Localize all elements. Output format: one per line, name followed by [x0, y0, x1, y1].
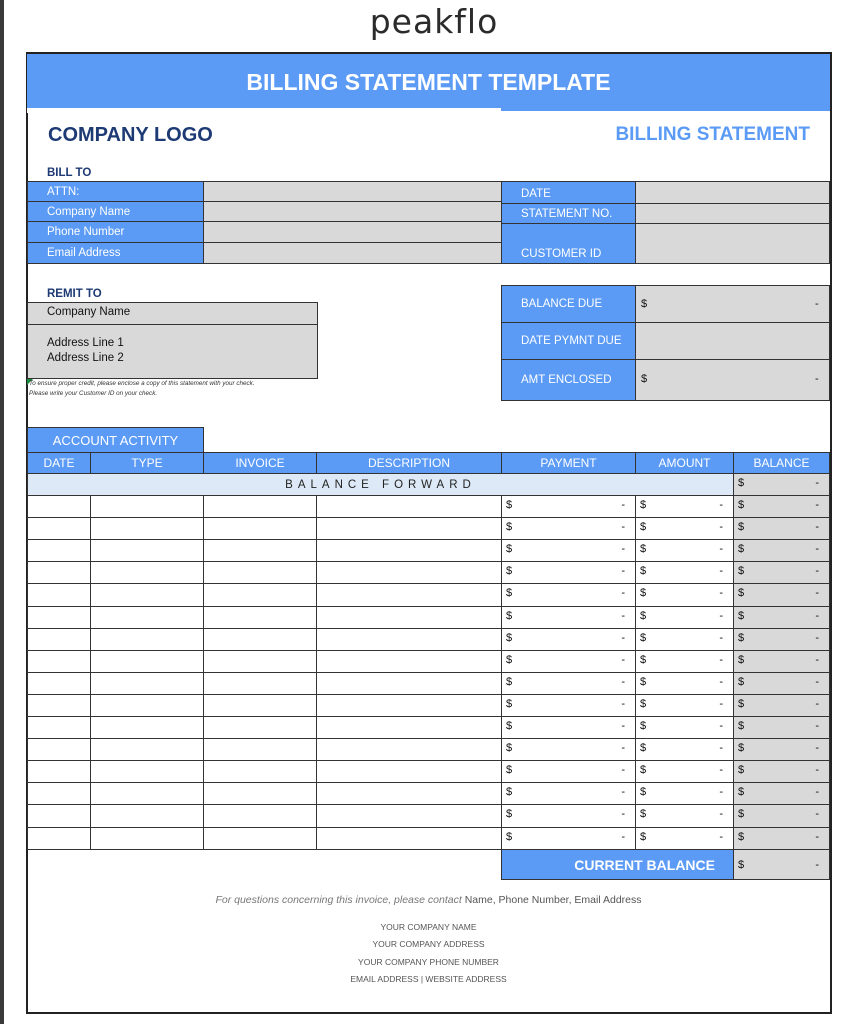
phone-number-field[interactable]	[203, 221, 502, 243]
attn-field[interactable]	[203, 181, 502, 202]
money-value: -	[621, 654, 625, 666]
balance-cell[interactable]	[733, 606, 830, 629]
currency-symbol: $	[506, 632, 513, 644]
money-value: -	[815, 499, 819, 511]
amount-cell[interactable]	[635, 650, 734, 673]
money-value: -	[621, 742, 625, 754]
type-cell[interactable]	[90, 716, 204, 739]
company-logo-placeholder[interactable]: COMPANY LOGO	[48, 124, 213, 146]
money-value: -	[719, 587, 723, 599]
balance-cell[interactable]	[733, 539, 830, 562]
currency-symbol: $	[640, 654, 647, 666]
money-value: -	[719, 676, 723, 688]
balance-cell[interactable]	[733, 694, 830, 717]
description-cell[interactable]	[316, 738, 502, 761]
amount-cell[interactable]	[635, 782, 734, 805]
remit-to-label: REMIT TO	[47, 288, 102, 300]
description-cell[interactable]	[316, 827, 502, 850]
description-cell[interactable]	[316, 495, 502, 518]
money-value: -	[621, 786, 625, 798]
payment-cell[interactable]	[501, 583, 636, 607]
money-value: -	[815, 676, 819, 688]
attn-label: ATTN:	[27, 181, 204, 202]
description-cell[interactable]	[316, 672, 502, 695]
col-amount: AMOUNT	[635, 452, 734, 474]
currency-symbol: $	[506, 610, 513, 622]
amt-enclosed-field[interactable]	[635, 359, 830, 401]
date-cell[interactable]	[27, 694, 91, 717]
date-cell[interactable]	[27, 716, 91, 739]
money-value: -	[719, 654, 723, 666]
statement-no-label: STATEMENT NO.	[501, 203, 636, 224]
currency-symbol: $	[738, 565, 745, 577]
currency-symbol: $	[738, 587, 745, 599]
currency-symbol: $	[640, 742, 647, 754]
money-value: -	[815, 808, 819, 820]
currency-symbol: $	[738, 499, 745, 511]
remit-company-name: Company Name	[47, 306, 131, 318]
description-cell[interactable]	[316, 606, 502, 629]
balance-forward-row: BALANCE FORWARD	[27, 473, 734, 496]
invoice-cell[interactable]	[203, 561, 317, 584]
banner-title: BILLING STATEMENT TEMPLATE	[246, 69, 611, 95]
amount-cell[interactable]	[635, 716, 734, 739]
payment-cell[interactable]	[501, 650, 636, 673]
customer-id-label: CUSTOMER ID	[501, 223, 636, 264]
money-value: -	[621, 698, 625, 710]
type-cell[interactable]	[90, 782, 204, 805]
invoice-cell[interactable]	[203, 606, 317, 629]
type-cell[interactable]	[90, 827, 204, 850]
date-pymnt-due-field[interactable]	[635, 322, 830, 360]
invoice-cell[interactable]	[203, 650, 317, 673]
date-cell[interactable]	[27, 804, 91, 828]
invoice-cell[interactable]	[203, 672, 317, 695]
amount-cell[interactable]	[635, 738, 734, 761]
balance-due-field[interactable]	[635, 285, 830, 323]
type-cell[interactable]	[90, 628, 204, 651]
balance-cell[interactable]	[733, 782, 830, 805]
amt-enclosed-label: AMT ENCLOSED	[501, 359, 636, 401]
type-cell[interactable]	[90, 495, 204, 518]
balance-cell[interactable]	[733, 517, 830, 540]
invoice-cell[interactable]	[203, 760, 317, 783]
currency-symbol: $	[506, 676, 513, 688]
date-cell[interactable]	[27, 517, 91, 540]
money-value: -	[719, 543, 723, 555]
payment-cell[interactable]	[501, 760, 636, 783]
email-address-field[interactable]	[203, 242, 502, 264]
money-value: -	[621, 565, 625, 577]
left-edge-rule	[0, 0, 4, 1024]
amount-cell[interactable]	[635, 539, 734, 562]
balance-cell[interactable]	[733, 650, 830, 673]
invoice-cell[interactable]	[203, 517, 317, 540]
description-cell[interactable]	[316, 694, 502, 717]
payment-cell[interactable]	[501, 517, 636, 540]
amount-cell[interactable]	[635, 606, 734, 629]
currency-symbol: $	[640, 698, 647, 710]
payment-cell[interactable]	[501, 539, 636, 562]
balance-cell[interactable]	[733, 760, 830, 783]
amount-cell[interactable]	[635, 760, 734, 783]
amount-cell[interactable]	[635, 561, 734, 584]
payment-cell[interactable]	[501, 606, 636, 629]
footer-company-address: YOUR COMPANY ADDRESS	[372, 939, 485, 949]
description-cell[interactable]	[316, 782, 502, 805]
type-cell[interactable]	[90, 561, 204, 584]
remit-note-1: To ensure proper credit, please enclose a copy of this statement with your check.	[29, 380, 255, 387]
bill-to-label: BILL TO	[47, 167, 92, 179]
currency-symbol: $	[640, 632, 647, 644]
date-cell[interactable]	[27, 495, 91, 518]
currency-symbol: $	[738, 676, 745, 688]
money-value: -	[621, 676, 625, 688]
currency-symbol: $	[640, 499, 647, 511]
date-cell[interactable]	[27, 539, 91, 562]
description-cell[interactable]	[316, 517, 502, 540]
balance-cell[interactable]	[733, 561, 830, 584]
money-value: -	[815, 654, 819, 666]
date-cell[interactable]	[27, 561, 91, 584]
currency-symbol: $	[506, 786, 513, 798]
currency-symbol: $	[738, 786, 745, 798]
type-cell[interactable]	[90, 517, 204, 540]
date-field[interactable]	[635, 181, 830, 204]
date-cell[interactable]	[27, 628, 91, 651]
footer-question	[27, 894, 830, 906]
money-value: -	[815, 764, 819, 776]
amount-cell[interactable]	[635, 672, 734, 695]
amount-cell[interactable]	[635, 495, 734, 518]
amount-cell[interactable]	[635, 694, 734, 717]
currency-symbol: $	[506, 565, 513, 577]
money-value: -	[719, 499, 723, 511]
money-value: -	[719, 698, 723, 710]
money-value: -	[621, 808, 625, 820]
type-cell[interactable]	[90, 606, 204, 629]
currency-symbol: $	[640, 786, 647, 798]
amount-cell[interactable]	[635, 827, 734, 850]
invoice-cell[interactable]	[203, 782, 317, 805]
description-cell[interactable]	[316, 716, 502, 739]
type-cell[interactable]	[90, 738, 204, 761]
money-value: -	[621, 587, 625, 599]
amount-cell[interactable]	[635, 804, 734, 828]
balance-cell[interactable]	[733, 495, 830, 518]
brand-logo: peakflo	[369, 2, 499, 41]
currency-symbol: $	[738, 632, 745, 644]
currency-symbol: $	[640, 764, 647, 776]
current-balance-label: CURRENT BALANCE	[501, 849, 734, 880]
invoice-cell[interactable]	[203, 628, 317, 651]
date-cell[interactable]	[27, 650, 91, 673]
money-value: -	[815, 859, 819, 871]
payment-cell[interactable]	[501, 716, 636, 739]
currency-symbol: $	[506, 831, 513, 843]
money-value: -	[815, 477, 819, 489]
money-value: -	[621, 521, 625, 533]
description-cell[interactable]	[316, 628, 502, 651]
money-value: -	[621, 720, 625, 732]
balance-cell[interactable]	[733, 583, 830, 607]
description-cell[interactable]	[316, 650, 502, 673]
money-value: -	[719, 610, 723, 622]
currency-symbol: $	[738, 521, 745, 533]
billing-statement-heading: BILLING STATEMENT	[615, 124, 810, 145]
type-cell[interactable]	[90, 650, 204, 673]
invoice-cell[interactable]	[203, 583, 317, 607]
balance-cell[interactable]	[733, 672, 830, 695]
date-cell[interactable]	[27, 738, 91, 761]
money-value: -	[719, 808, 723, 820]
payment-cell[interactable]	[501, 672, 636, 695]
money-value: -	[621, 632, 625, 644]
banner-notch	[27, 108, 501, 113]
currency-symbol: $	[738, 831, 745, 843]
amt-enclosed-currency: $	[641, 373, 648, 385]
current-balance-value[interactable]	[733, 849, 830, 880]
company-name-field[interactable]	[203, 201, 502, 222]
currency-symbol: $	[506, 543, 513, 555]
description-cell[interactable]	[316, 583, 502, 607]
footer-question-contact: Name, Phone Number, Email Address	[464, 894, 642, 906]
money-value: -	[815, 698, 819, 710]
remit-address-line-1: Address Line 1	[47, 337, 124, 349]
currency-symbol: $	[506, 499, 513, 511]
col-type: TYPE	[90, 452, 204, 474]
money-value: -	[719, 831, 723, 843]
currency-symbol: $	[738, 720, 745, 732]
balance-cell[interactable]	[733, 628, 830, 651]
money-value: -	[815, 521, 819, 533]
balance-cell[interactable]	[733, 738, 830, 761]
email-address-label: Email Address	[27, 242, 204, 264]
money-value: -	[621, 831, 625, 843]
col-invoice: INVOICE	[203, 452, 317, 474]
type-cell[interactable]	[90, 804, 204, 828]
money-value: -	[621, 764, 625, 776]
statement-no-field[interactable]	[635, 203, 830, 224]
currency-symbol: $	[640, 521, 647, 533]
currency-symbol: $	[738, 477, 745, 489]
currency-symbol: $	[640, 587, 647, 599]
currency-symbol: $	[640, 610, 647, 622]
money-value: -	[815, 742, 819, 754]
col-balance: BALANCE	[733, 452, 830, 474]
currency-symbol: $	[738, 764, 745, 776]
invoice-cell[interactable]	[203, 738, 317, 761]
money-value: -	[815, 786, 819, 798]
payment-cell[interactable]	[501, 804, 636, 828]
currency-symbol: $	[506, 521, 513, 533]
date-cell[interactable]	[27, 672, 91, 695]
money-value: -	[719, 742, 723, 754]
phone-number-label: Phone Number	[27, 221, 204, 243]
invoice-cell[interactable]	[203, 495, 317, 518]
balance-due-currency: $	[641, 298, 648, 310]
date-cell[interactable]	[27, 827, 91, 850]
currency-symbol: $	[738, 698, 745, 710]
balance-due-label: BALANCE DUE	[501, 285, 636, 323]
payment-cell[interactable]	[501, 694, 636, 717]
balance-due-value: -	[815, 298, 819, 310]
date-cell[interactable]	[27, 606, 91, 629]
balance-cell[interactable]	[733, 827, 830, 850]
account-activity-header: ACCOUNT ACTIVITY	[27, 427, 204, 453]
type-cell[interactable]	[90, 672, 204, 695]
currency-symbol: $	[738, 610, 745, 622]
money-value: -	[815, 720, 819, 732]
date-cell[interactable]	[27, 760, 91, 783]
payment-cell[interactable]	[501, 628, 636, 651]
currency-symbol: $	[640, 831, 647, 843]
money-value: -	[719, 521, 723, 533]
balance-cell[interactable]	[733, 716, 830, 739]
footer-company-name: YOUR COMPANY NAME	[380, 922, 477, 932]
currency-symbol: $	[640, 565, 647, 577]
payment-cell[interactable]	[501, 827, 636, 850]
invoice-cell[interactable]	[203, 539, 317, 562]
currency-symbol: $	[738, 859, 745, 871]
type-cell[interactable]	[90, 694, 204, 717]
balance-cell[interactable]	[733, 804, 830, 828]
amount-cell[interactable]	[635, 517, 734, 540]
date-cell[interactable]	[27, 583, 91, 607]
col-payment: PAYMENT	[501, 452, 636, 474]
description-cell[interactable]	[316, 760, 502, 783]
invoice-cell[interactable]	[203, 694, 317, 717]
footer-question-prefix: For questions concerning this invoice, please contact	[215, 894, 462, 906]
currency-symbol: $	[640, 720, 647, 732]
remit-note-2: Please write your Customer ID on your check.	[29, 390, 158, 397]
date-pymnt-due-label: DATE PYMNT DUE	[501, 322, 636, 360]
currency-symbol: $	[506, 764, 513, 776]
type-cell[interactable]	[90, 539, 204, 562]
payment-cell[interactable]	[501, 782, 636, 805]
money-value: -	[815, 565, 819, 577]
money-value: -	[815, 587, 819, 599]
money-value: -	[719, 720, 723, 732]
currency-symbol: $	[506, 654, 513, 666]
currency-symbol: $	[738, 654, 745, 666]
payment-cell[interactable]	[501, 561, 636, 584]
currency-symbol: $	[738, 808, 745, 820]
money-value: -	[621, 499, 625, 511]
money-value: -	[815, 610, 819, 622]
amt-enclosed-value: -	[815, 373, 819, 385]
customer-id-field[interactable]	[635, 223, 830, 264]
money-value: -	[621, 543, 625, 555]
currency-symbol: $	[506, 742, 513, 754]
currency-symbol: $	[640, 808, 647, 820]
money-value: -	[815, 543, 819, 555]
col-date: DATE	[27, 452, 91, 474]
invoice-cell[interactable]	[203, 804, 317, 828]
type-cell[interactable]	[90, 583, 204, 607]
currency-symbol: $	[506, 698, 513, 710]
date-label: DATE	[501, 181, 636, 204]
invoice-cell[interactable]	[203, 827, 317, 850]
currency-symbol: $	[506, 720, 513, 732]
money-value: -	[719, 565, 723, 577]
amount-cell[interactable]	[635, 628, 734, 651]
remit-address-line-2: Address Line 2	[47, 352, 124, 364]
currency-symbol: $	[738, 543, 745, 555]
currency-symbol: $	[640, 676, 647, 688]
money-value: -	[815, 632, 819, 644]
description-cell[interactable]	[316, 804, 502, 828]
date-cell[interactable]	[27, 782, 91, 805]
currency-symbol: $	[506, 587, 513, 599]
currency-symbol: $	[738, 742, 745, 754]
payment-cell[interactable]	[501, 495, 636, 518]
money-value: -	[719, 764, 723, 776]
money-value: -	[719, 786, 723, 798]
company-name-label: Company Name	[27, 201, 204, 222]
footer-company-phone: YOUR COMPANY PHONE NUMBER	[358, 957, 499, 967]
description-cell[interactable]	[316, 539, 502, 562]
col-description: DESCRIPTION	[316, 452, 502, 474]
money-value: -	[719, 632, 723, 644]
invoice-cell[interactable]	[203, 716, 317, 739]
balance-forward-value[interactable]	[733, 473, 830, 496]
amount-cell[interactable]	[635, 583, 734, 607]
footer-email-website: EMAIL ADDRESS | WEBSITE ADDRESS	[350, 974, 507, 984]
payment-cell[interactable]	[501, 738, 636, 761]
money-value: -	[621, 610, 625, 622]
type-cell[interactable]	[90, 760, 204, 783]
currency-symbol: $	[506, 808, 513, 820]
description-cell[interactable]	[316, 561, 502, 584]
currency-symbol: $	[640, 543, 647, 555]
money-value: -	[815, 831, 819, 843]
